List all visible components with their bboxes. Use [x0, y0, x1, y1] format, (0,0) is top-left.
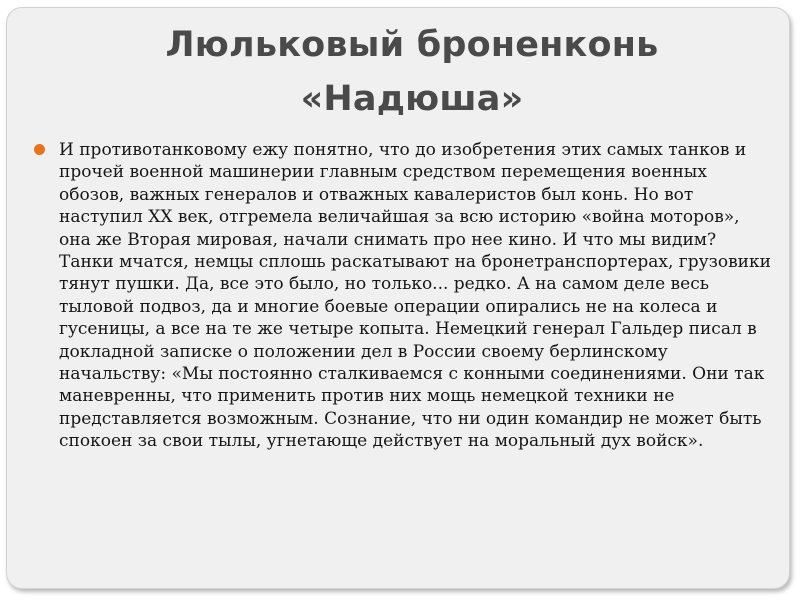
bullet-item: [32, 139, 772, 453]
bullet-list: [32, 139, 772, 453]
bullet-text: И противотанковому ежу понятно, что до изобретения этих самых танков и прочей военной машинерии главным средством перемещения военных обозов, важных генералов и отважных кавалеристов был конь. Но вот наступил XX век, отгремела величайшая за всю историю «война моторов», она же Вторая мировая, начали снимать про нее кино. И что мы видим? Танки мчатся, немцы сплошь раскатывают на бронетранспортерах, грузовики тянут пушки. Да, все это было, но только... редко. А на самом деле весь тыловой подвоз, да и многие боевые операции опирались не на колеса и гусеницы, а все на те же четыре копыта. Немецкий генерал Гальдер писал в докладной записке о положении дел в России своему берлинскому начальству: «Мы постоянно сталкиваемся с конными соединениями. Они так маневренны, что применить против них мощь немецкой техники не представляется возможным. Сознание, что ни один командир не может быть спокоен за свои тылы, угнетающе действует на моральный дух войск».: [59, 140, 771, 452]
slide-title-line-2: «Надюша»: [300, 79, 524, 119]
slide-title-line-1: Люльковый броненконь: [165, 25, 659, 65]
slide-title: [47, 18, 777, 126]
bullet-dot-icon: [34, 144, 45, 155]
slide-frame: [6, 7, 790, 589]
